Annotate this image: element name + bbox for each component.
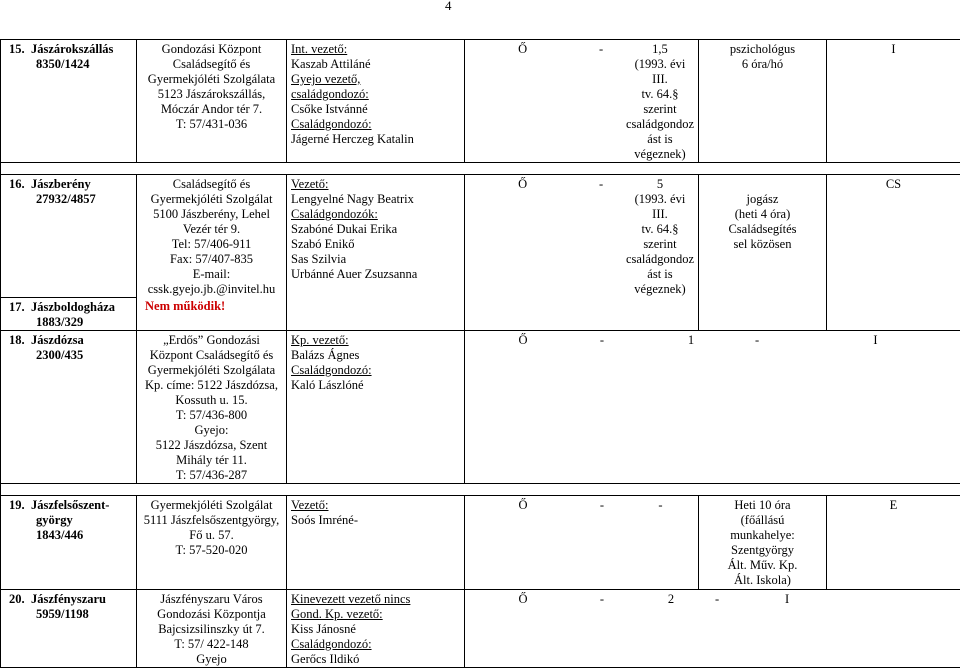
address-line: Móczár Andor tér 7. bbox=[141, 102, 282, 117]
staff-line: Családgondozók: bbox=[291, 207, 460, 222]
address-line: Mihály tér 11. bbox=[141, 453, 282, 468]
o-mark: Ő bbox=[469, 42, 576, 162]
staff-line: Int. vezető: bbox=[291, 42, 460, 57]
address-line: 5111 Jászfelsőszentgyörgy, bbox=[141, 513, 282, 528]
staff-line: Gyejo vezető, bbox=[291, 72, 460, 87]
extra-line: Ált. Iskola) bbox=[703, 573, 822, 588]
count-line: végeznek) bbox=[626, 282, 694, 297]
type-code: E bbox=[890, 498, 898, 512]
staff-line: Szabó Enikő bbox=[291, 237, 460, 252]
staff-line: Szabóné Dukai Erika bbox=[291, 222, 460, 237]
settlement-name: Jászárokszállás bbox=[31, 42, 113, 56]
staff-line: Sas Szilvia bbox=[291, 252, 460, 267]
type-code: I bbox=[891, 42, 895, 56]
address-line: Családsegítő és bbox=[141, 57, 282, 72]
staff-cell bbox=[287, 40, 465, 163]
type-cell bbox=[827, 495, 960, 589]
count-line: családgondoz bbox=[626, 117, 694, 132]
address-cell bbox=[137, 330, 287, 483]
staff-line: családgondozó: bbox=[291, 87, 460, 102]
count-cell bbox=[465, 495, 699, 589]
settlement-code: 8350/1424 bbox=[9, 57, 132, 72]
count-line: 5 bbox=[626, 177, 694, 192]
address-line: Gyermekjóléti Szolgálat bbox=[141, 498, 282, 513]
extra-line: munkahelye: bbox=[703, 528, 822, 543]
staff-line: Soós Imréné- bbox=[291, 513, 460, 528]
address-line: Gyejo: bbox=[141, 423, 282, 438]
row-number: 19. bbox=[9, 498, 31, 513]
staff-line: Csőke Istvánné bbox=[291, 102, 460, 117]
count-cell bbox=[465, 589, 960, 667]
count-line: (1993. évi III. bbox=[626, 57, 694, 87]
address-line: E-mail: bbox=[141, 267, 282, 282]
settlement-code: 27932/4857 bbox=[9, 192, 132, 207]
address-line: 5123 Jászárokszállás, bbox=[141, 87, 282, 102]
settlement-name: Jászberény bbox=[31, 177, 91, 191]
o-mark: Ő bbox=[469, 333, 577, 348]
staff-line: Kinevezett vezető nincs bbox=[291, 592, 460, 607]
settlement-name: Jászfényszaru bbox=[31, 592, 106, 606]
staff-line: Vezető: bbox=[291, 498, 460, 513]
address-line: T: 57/431-036 bbox=[141, 117, 282, 132]
table-row-16 bbox=[1, 175, 960, 298]
extra-staff-cell bbox=[699, 40, 827, 163]
institutions-table bbox=[0, 39, 960, 668]
settlement-cell bbox=[1, 495, 137, 589]
extra-line: pszichológus bbox=[703, 42, 822, 57]
staff-line: Vezető: bbox=[291, 177, 460, 192]
extra-line: jogász bbox=[703, 192, 822, 207]
extra-line: Szentgyörgy bbox=[703, 543, 822, 558]
settlement-code: 5959/1198 bbox=[9, 607, 132, 622]
address-line: 5122 Jászdózsa, Szent bbox=[141, 438, 282, 453]
address-line: Tel: 57/406-911 bbox=[141, 237, 282, 252]
table-row-15 bbox=[1, 40, 960, 163]
settlement-code: 2300/435 bbox=[9, 348, 132, 363]
table-row-18 bbox=[1, 330, 960, 483]
staff-line: Családgondozó: bbox=[291, 637, 460, 652]
staff-line: Balázs Ágnes bbox=[291, 348, 460, 363]
address-line: T: 57/436-287 bbox=[141, 468, 282, 483]
table-row-20 bbox=[1, 589, 960, 667]
extra-line: 6 óra/hó bbox=[703, 57, 822, 72]
staff-cell bbox=[287, 297, 465, 330]
dash-mark: - bbox=[576, 177, 626, 297]
type-code: I bbox=[755, 592, 956, 607]
staff-line: Kiss Jánosné bbox=[291, 622, 460, 637]
count-line: tv. 64.§ bbox=[626, 222, 694, 237]
extra-line: (heti 4 óra) bbox=[703, 207, 822, 222]
settlement-name: Jászfelsőszent- bbox=[31, 498, 109, 512]
settlement-cell bbox=[1, 40, 137, 163]
count-line: 1,5 bbox=[626, 42, 694, 57]
address-line: Családsegítő és bbox=[141, 177, 282, 192]
count-line: végeznek) bbox=[626, 147, 694, 162]
staff-line: Kaszab Attiláné bbox=[291, 57, 460, 72]
address-cell bbox=[137, 175, 287, 298]
staff-line: Gerőcs Ildikó bbox=[291, 652, 460, 667]
extra-line: Heti 10 óra bbox=[703, 498, 822, 513]
address-line: Gondozási Központja bbox=[141, 607, 282, 622]
staff-line: Gond. Kp. vezető: bbox=[291, 607, 460, 622]
settlement-name-cont: györgy bbox=[9, 513, 132, 528]
extra-staff-cell bbox=[699, 175, 827, 331]
address-line: Gyermekjóléti Szolgálata bbox=[141, 363, 282, 378]
count-line: szerint bbox=[626, 237, 694, 252]
settlement-cell bbox=[1, 297, 137, 330]
count-cell bbox=[465, 330, 960, 483]
address-line: Gyermekjóléti Szolgálat bbox=[141, 192, 282, 207]
address-line: T: 57/436-800 bbox=[141, 408, 282, 423]
address-line: „Erdős” Gondozási bbox=[141, 333, 282, 348]
type-cell bbox=[827, 175, 960, 331]
count-line: 2 bbox=[627, 592, 715, 607]
type-code: I bbox=[795, 333, 956, 348]
count-cell bbox=[465, 40, 699, 163]
address-line: Vezér tér 9. bbox=[141, 222, 282, 237]
settlement-name: Jászdózsa bbox=[31, 333, 84, 347]
address-line: Kossuth u. 15. bbox=[141, 393, 282, 408]
staff-line: Urbánné Auer Zsuzsanna bbox=[291, 267, 460, 282]
dash-mark: - bbox=[577, 498, 627, 513]
count-detail bbox=[626, 42, 694, 162]
address-line: Fax: 57/407-835 bbox=[141, 252, 282, 267]
row-number: 16. bbox=[9, 177, 31, 192]
address-line: cssk.gyejo.jb.@invitel.hu bbox=[141, 282, 282, 297]
staff-line: Kaló Lászlóné bbox=[291, 378, 460, 393]
row-number: 15. bbox=[9, 42, 31, 57]
dash-mark: - bbox=[755, 333, 795, 348]
count-line: tv. 64.§ bbox=[626, 87, 694, 102]
address-cell bbox=[137, 495, 287, 589]
count-detail bbox=[626, 177, 694, 297]
dash-mark: - bbox=[577, 592, 627, 607]
settlement-cell bbox=[1, 589, 137, 667]
address-line: Központ Családsegítő és bbox=[141, 348, 282, 363]
type-cell bbox=[827, 40, 960, 163]
staff-line: Kp. vezető: bbox=[291, 333, 460, 348]
count-cell bbox=[465, 175, 699, 331]
address-cell bbox=[137, 40, 287, 163]
settlement-name: Jászboldogháza bbox=[31, 300, 115, 314]
extra-staff-cell bbox=[699, 495, 827, 589]
settlement-cell bbox=[1, 330, 137, 483]
count-line: 1 bbox=[627, 333, 755, 348]
page-number: 4 bbox=[445, 0, 452, 13]
extra-line: sel közösen bbox=[703, 237, 822, 252]
address-line: Gyejo bbox=[141, 652, 282, 667]
dash-mark: - bbox=[715, 592, 755, 607]
staff-cell bbox=[287, 589, 465, 667]
table-row-19 bbox=[1, 495, 960, 589]
extra-line: Ált. Műv. Kp. bbox=[703, 558, 822, 573]
dash-mark: - bbox=[577, 333, 627, 348]
address-line: T: 57-520-020 bbox=[141, 543, 282, 558]
count-line: családgondoz bbox=[626, 252, 694, 267]
count-line: ást is bbox=[626, 267, 694, 282]
address-line: 5100 Jászberény, Lehel bbox=[141, 207, 282, 222]
extra-line: (főállású bbox=[703, 513, 822, 528]
count-line: ást is bbox=[626, 132, 694, 147]
address-line: Fő u. 57. bbox=[141, 528, 282, 543]
settlement-code: 1843/446 bbox=[9, 528, 132, 543]
staff-cell bbox=[287, 175, 465, 298]
dash-mark: - bbox=[627, 498, 694, 513]
o-mark: Ő bbox=[469, 177, 576, 297]
staff-line: Lengyelné Nagy Beatrix bbox=[291, 192, 460, 207]
address-line: Jászfényszaru Város bbox=[141, 592, 282, 607]
not-operating-note: Nem működik! bbox=[141, 299, 282, 314]
count-line: szerint bbox=[626, 102, 694, 117]
address-line: Gondozási Központ bbox=[141, 42, 282, 57]
settlement-code: 1883/329 bbox=[9, 315, 132, 330]
address-line: Kp. címe: 5122 Jászdózsa, bbox=[141, 378, 282, 393]
row-number: 17. bbox=[9, 300, 31, 315]
staff-line: Jágerné Herczeg Katalin bbox=[291, 132, 460, 147]
row-number: 18. bbox=[9, 333, 31, 348]
count-line: (1993. évi III. bbox=[626, 192, 694, 222]
address-line: T: 57/ 422-148 bbox=[141, 637, 282, 652]
staff-cell bbox=[287, 495, 465, 589]
staff-line: Családgondozó: bbox=[291, 363, 460, 378]
address-cell bbox=[137, 297, 287, 330]
o-mark: Ő bbox=[469, 498, 577, 513]
dash-mark: - bbox=[576, 42, 626, 162]
address-line: Bajcsizsilinszky út 7. bbox=[141, 622, 282, 637]
address-cell bbox=[137, 589, 287, 667]
o-mark: Ő bbox=[469, 592, 577, 607]
row-number: 20. bbox=[9, 592, 31, 607]
type-code: CS bbox=[886, 177, 901, 191]
staff-cell bbox=[287, 330, 465, 483]
settlement-cell bbox=[1, 175, 137, 298]
staff-line: Családgondozó: bbox=[291, 117, 460, 132]
address-line: Gyermekjóléti Szolgálata bbox=[141, 72, 282, 87]
extra-line: Családsegítés bbox=[703, 222, 822, 237]
